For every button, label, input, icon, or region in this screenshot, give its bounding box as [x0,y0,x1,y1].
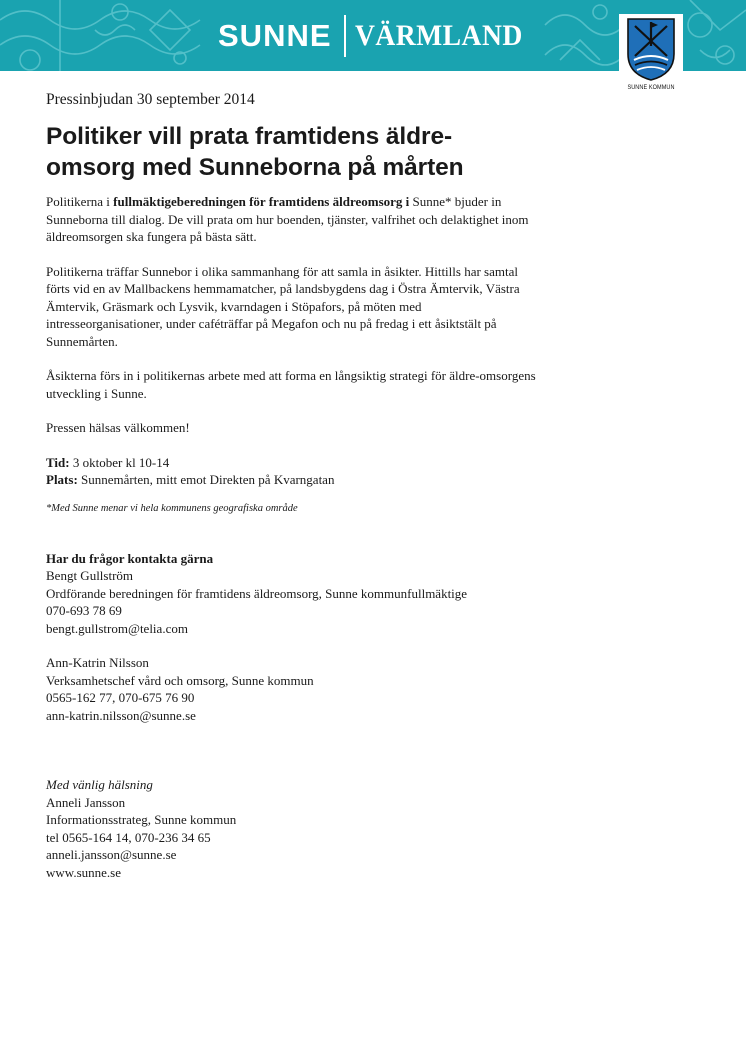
contact-role: Verksamhetschef vård och omsorg, Sunne kommun [46,672,314,688]
event-time-label: Tid: [46,454,70,470]
signature-email[interactable]: anneli.jansson@sunne.se [46,847,177,862]
signature-name: Anneli Jansson [46,794,126,810]
page-title: Politiker vill prata framtidens äldre-omsorg med Sunneborna på mårten [46,123,464,181]
contact-phone: 0565-162 77, 070-675 76 90 [46,690,195,705]
intro-paragraph [46,193,536,246]
contact-role: Ordförande beredningen för framtidens äldreomsorg, Sunne kommunfullmäktige [46,585,468,601]
welcome-line: Pressen hälsas välkommen! [46,420,190,435]
contact-name: Ann-Katrin Nilsson [46,655,149,670]
contact-email[interactable]: ann-katrin.nilsson@sunne.se [46,707,196,723]
dateline: Pressinbjudan 30 september 2014 [46,91,255,108]
signature-role: Informationsstrateg, Sunne kommun [46,812,237,827]
intro-post: Sunne* bjuder in Sunneborna till dialog. De vill prata om hur boenden, tjänster, valfrihet och delaktighet inom äldreomsorgen ska fungera på bästa sätt. [46,194,529,244]
paragraph-dialogues: Politikerna träffar Sunnebor i olika sammanhang för att samla in åsikter. Hittills har samtal förts vid en av Mallbackens hemmamatcher, på landsbygdens dag i Östra Ämtervik, Västra Ämtervik, Gräsmark och Lysvik, kvarndagen i Stöpafors, på möten med intresseorganisationer, under caféträffar på Megafon och nu på fredag i ett åsiktstält på Sunnemårten. [46,263,520,349]
event-place-label: Plats: [46,472,78,487]
contacts-heading [46,550,536,568]
brand-divider [344,15,346,57]
signature-phone: tel 0565-164 14, 070-236 34 65 [46,829,211,845]
event-place [46,471,536,489]
footnote: *Med Sunne menar vi hela kommunens geografiska område [46,502,298,514]
contacts-heading-text: Har du frågor kontakta gärna [46,550,214,566]
intro-bold: fullmäktigeberedningen för framtidens äldreomsorg i [113,194,410,209]
event-time-value: 3 oktober kl 10-14 [69,454,170,470]
website-link[interactable]: www.sunne.se [46,864,121,880]
paragraph-strategy: Åsikterna förs in i politikernas arbete med att forma en långsiktig strategi för äldre-omsorgens utveckling i Sunne. [46,368,536,401]
contact-phone: 070-693 78 69 [46,603,122,618]
brand-sunne: SUNNE [218,18,332,53]
press-release-body [46,90,536,881]
intro-pre: Politikerna i [46,194,114,209]
signature-greeting: Med vänlig hälsning [46,777,153,792]
brand-wordmark [218,13,537,59]
brand-varmland: VÄRMLAND [354,19,523,52]
event-time [46,454,536,472]
coat-of-arms-icon [625,16,677,82]
contact-email[interactable]: bengt.gullstrom@telia.com [46,620,188,636]
contact-name: Bengt Gullström [46,568,134,583]
municipality-logo [619,14,683,94]
logo-caption: SUNNE KOMMUN [627,84,675,91]
event-place-value: Sunnemårten, mitt emot Direkten på Kvarngatan [77,472,335,487]
